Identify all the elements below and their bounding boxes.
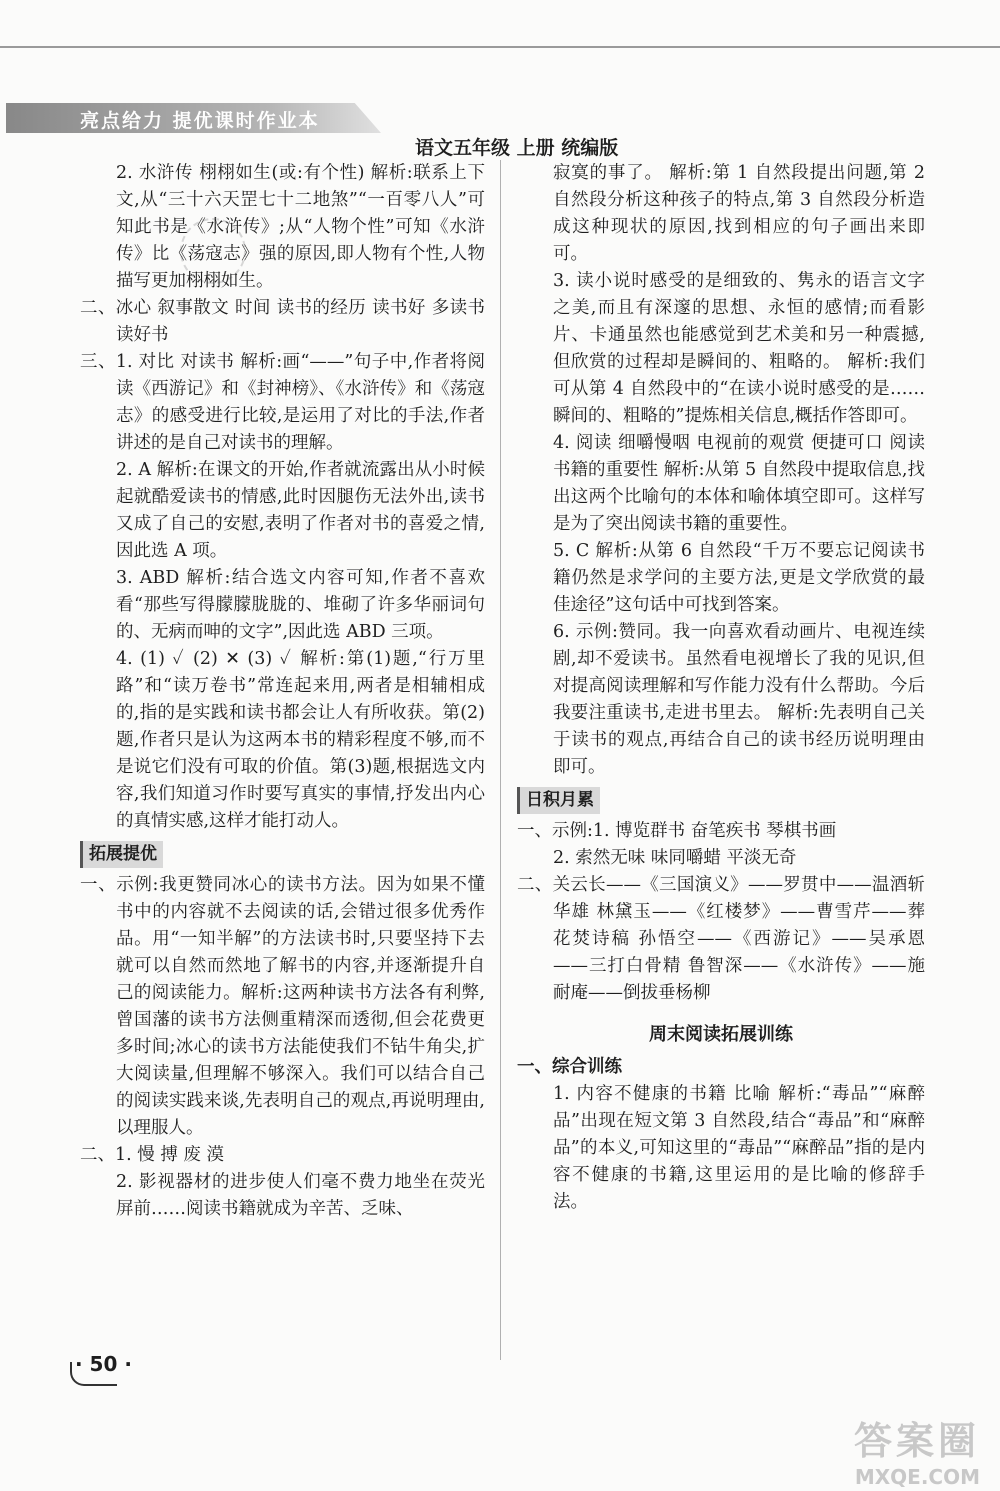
section-title: 周末阅读拓展训练 <box>649 1024 793 1045</box>
answer-paragraph: 3. 读小说时感受的是细致的、隽永的语言文字之美,而且有深邃的思想、永恒的感情;而看影片、卡通虽然也能感觉到艺术美和另一种震撼,但欣赏的过程却是瞬间的、粗略的。 解析:我们可从第 4 自然段中的“在读小说时感受的是……瞬间的、粗略的”提炼相关信息,概括作答即可。 <box>553 271 925 426</box>
answer-paragraph: 二、冰心 叙事散文 时间 读书的经历 读书好 多读书 读好书 <box>80 298 485 345</box>
book-title: 语文五年级 上册 统编版 <box>415 137 619 159</box>
answer-paragraph: 二、关云长——《三国演义》——罗贯中——温酒斩华雄 林黛玉——《红楼梦》——曹雪芹——葬花焚诗稿 孙悟空——《西游记》——吴承恩——三打白骨精 鲁智深——《水浒传》——施耐庵——倒拔垂杨柳 <box>517 875 925 1003</box>
right-column <box>517 160 925 1216</box>
section-tag: 日积月累 <box>517 787 600 814</box>
answer-paragraph: 寂寞的事了。 解析:第 1 自然段提出问题,第 2 自然段分析这种孩子的特点,第 3 自然段分析造成这种现状的原因,找到相应的句子画出来即可。 <box>553 163 925 264</box>
watermark-title: 答案圈 <box>853 1419 980 1463</box>
answer-paragraph: 2. A 解析:在课文的开始,作者就流露出从小时候起就酷爱读书的情感,此时因腿伤无法外出,读书又成了自己的安慰,表明了作者对书的喜爱之情,因此选 A 项。 <box>116 460 485 561</box>
series-title: 亮点给力 提优课时作业本 <box>80 110 320 132</box>
watermark <box>854 1410 980 1489</box>
page-number: · 50 · <box>75 1352 132 1376</box>
answer-paragraph: 2. 水浒传 栩栩如生(或:有个性) 解析:联系上下文,从“三十六天罡七十二地煞”“一百零八人”可知此书是《水浒传》;从“人物个性”可知《水浒传》比《荡寇志》强的原因,即人物有个性,人物描写更加栩栩如生。 <box>116 163 485 291</box>
top-rule <box>0 46 1000 48</box>
section-tag: 拓展提优 <box>80 841 163 868</box>
answer-paragraph: 4. 阅读 细嚼慢咽 电视前的观赏 便捷可口 阅读书籍的重要性 解析:从第 5 自然段中提取信息,找出这两个比喻句的本体和喻体填空即可。这样写是为了突出阅读书籍的重要性。 <box>553 433 925 534</box>
answer-paragraph: 4. (1) ✓ (2) ✕ (3) ✓ 解析:第(1)题,“行万里路”和“读万卷书”常连起来用,两者是相辅相成的,指的是实践和读书都会让人有所收获。第(2)题,作者只是认为这两本书的精彩程度不够,而不是说它们没有可取的价值。第(3)题,根据选文内容,我们知道习作时要写真实的事情,抒发出内心的真情实感,这样才能打动人。 <box>116 649 485 831</box>
answer-paragraph: 三、1. 对比 对读书 解析:画“——”句子中,作者将阅读《西游记》和《封神榜》、《水浒传》和《荡寇志》的感受进行比较,是运用了对比的手法,作者讲述的是自己对读书的理解。 <box>80 352 485 453</box>
left-column <box>80 160 485 1223</box>
column-divider <box>500 160 501 1360</box>
answer-paragraph: 一、示例:1. 博览群书 奋笔疾书 琴棋书画 <box>517 821 837 841</box>
answer-paragraph: 2. 影视器材的进步使人们毫不费力地坐在荧光屏前……阅读书籍就成为辛苦、乏味、 <box>116 1172 485 1219</box>
answer-paragraph: 2. 索然无味 味同嚼蜡 平淡无奇 <box>553 848 797 868</box>
answer-paragraph: 1. 内容不健康的书籍 比喻 解析:“毒品”“麻醉品”出现在短文第 3 自然段,结合“毒品”和“麻醉品”的本义,可知这里的“毒品”“麻醉品”指的是内容不健康的书籍,这里运用的是比喻的修辞手法。 <box>553 1084 925 1212</box>
answer-paragraph: 5. C 解析:从第 6 自然段“千万不要忘记阅读书籍仍然是求学问的主要方法,更是文学欣赏的最佳途径”这句话中可找到答案。 <box>553 541 925 615</box>
watermark-url: MXQE.COM <box>854 1465 980 1489</box>
answer-paragraph: 一、示例:我更赞同冰心的读书方法。因为如果不懂书中的内容就不去阅读的话,会错过很多优秀作品。用“一知半解”的方法读书时,只要坚持下去就可以自然而然地了解书的内容,并逐渐提升自己的阅读能力。解析:这两种读书方法各有利弊,曾国藩的读书方法侧重精深而透彻,但会花费更多时间;冰心的读书方法能使我们不钻牛角尖,扩大阅读量,但理解不够深入。我们可以结合自己的阅读实践来谈,先表明自己的观点,再说明理由,以理服人。 <box>80 875 485 1138</box>
answer-paragraph: 6. 示例:赞同。我一向喜欢看动画片、电视连续剧,却不爱读书。虽然看电视增长了我的见识,但对提高阅读理解和写作能力没有什么帮助。今后我要注重读书,走进书里去。 解析:先表明自己关于读书的观点,再结合自己的读书经历说明理由即可。 <box>553 622 925 777</box>
answer-paragraph: 一、综合训练 <box>517 1057 622 1077</box>
answer-paragraph: 3. ABD 解析:结合选文内容可知,作者不喜欢看“那些写得朦朦胧胧的、堆砌了许多华丽词句的、无病而呻的文字”,因此选 ABD 三项。 <box>116 568 485 642</box>
answer-paragraph: 二、1. 慢 搏 废 漠 <box>80 1145 224 1165</box>
